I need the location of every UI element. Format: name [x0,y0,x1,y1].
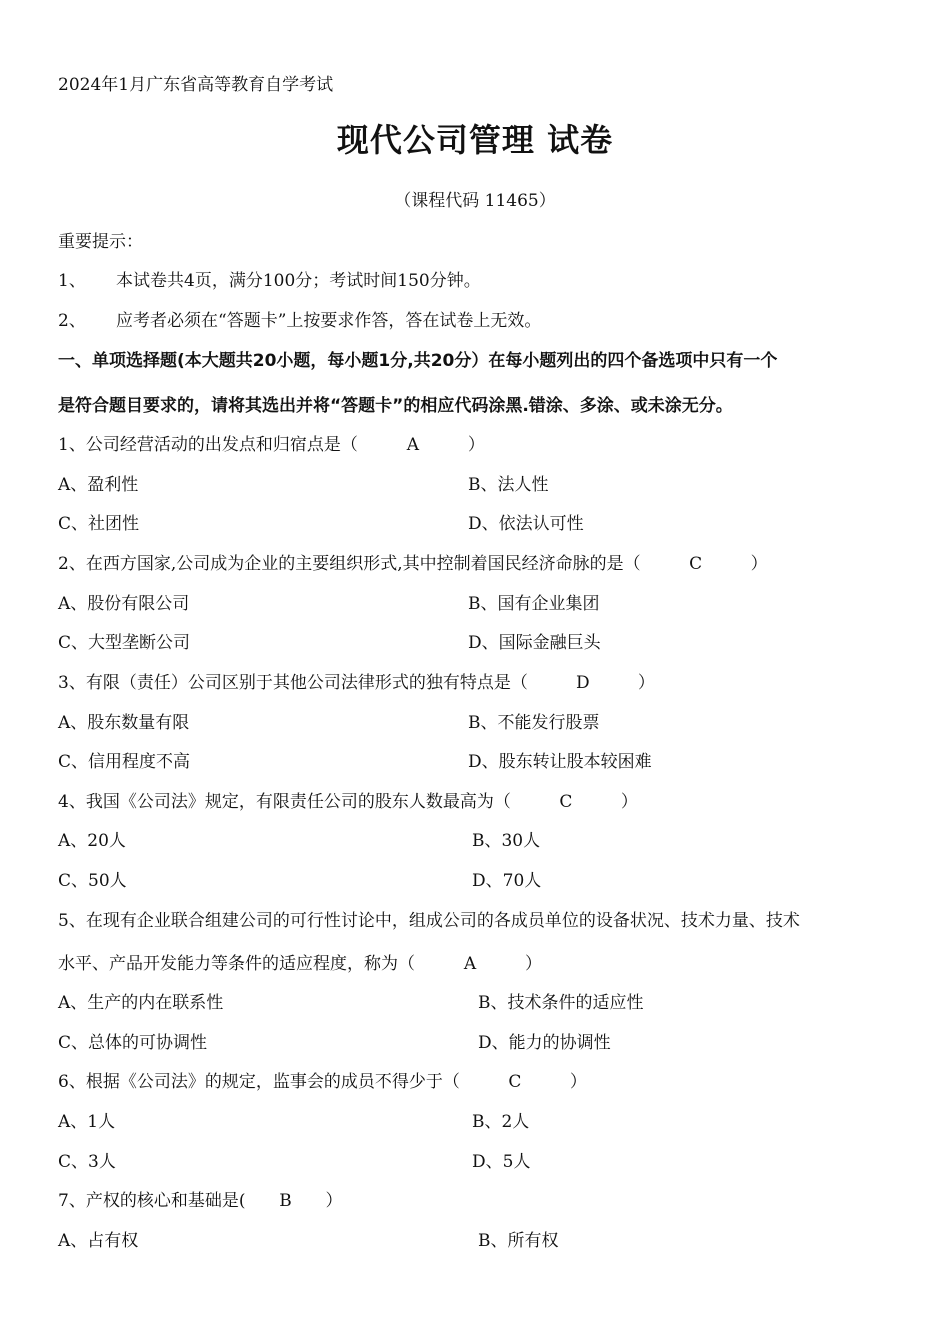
exam-header: 2024年1月广东省高等教育自学考试 [58,75,334,95]
option-a: A、20人 [58,831,126,851]
option-b: B、法人性 [468,475,549,495]
option-a: A、1人 [58,1112,116,1132]
option-c: C、信用程度不高 [58,752,191,772]
option-c: C、3人 [58,1152,116,1172]
answer-letter: B [279,1191,292,1211]
option-a: A、股东数量有限 [58,713,190,733]
option-d: D、5人 [472,1152,531,1172]
option-d: D、依法认可性 [468,514,584,534]
question-text: 2、在西方国家,公司成为企业的主要组织形式,其中控制着国民经济命脉的是（ [58,554,641,574]
question-text: 3、有限（责任）公司区别于其他公司法律形式的独有特点是（ [58,673,528,693]
close-paren: ） [525,954,542,974]
question-text: 1、公司经营活动的出发点和归宿点是（ [58,435,358,455]
notice-text: 本试卷共4页，满分100分；考试时间150分钟。 [116,271,481,291]
answer-letter: A [463,954,477,974]
option-c: C、社团性 [58,514,140,534]
answer-letter: C [559,792,573,812]
close-paren: ） [569,1072,587,1092]
option-a: A、占有权 [58,1231,139,1251]
question-stem [58,553,768,575]
question-stem [58,1190,342,1212]
notice-number: 2、 [58,311,86,331]
option-b: B、技术条件的适应性 [478,993,644,1013]
question-stem [58,791,638,813]
question-text: 7、产权的核心和基础是( [58,1191,246,1211]
close-paren: ） [325,1191,343,1211]
close-paren: ） [637,673,655,693]
question-text: 水平、产品开发能力等条件的适应程度，称为（ [58,954,415,974]
close-paren: ） [467,435,485,455]
course-code: （课程代码 11465） [394,191,556,211]
option-b: B、2人 [472,1112,530,1132]
page-title: 现代公司管理 试卷 [336,121,614,159]
notice-heading: 重要提示： [58,232,143,252]
option-b: B、国有企业集团 [468,594,600,614]
question-stem [58,434,485,456]
answer-letter: C [689,554,703,574]
answer-letter: A [406,435,419,455]
option-a: A、盈利性 [58,475,139,495]
option-d: D、能力的协调性 [478,1033,611,1053]
option-a: A、生产的内在联系性 [58,993,224,1013]
option-a: A、股份有限公司 [58,594,190,614]
answer-letter: D [576,673,590,693]
option-d: D、国际金融巨头 [468,633,601,653]
close-paren: ） [620,792,638,812]
close-paren: ） [750,554,768,574]
question-text: 6、根据《公司法》的规定，监事会的成员不得少于（ [58,1072,460,1092]
option-c: C、大型垄断公司 [58,633,191,653]
section-heading: 一、单项选择题(本大题共20小题，每小题1分,共20分）在每小题列出的四个备选项中只有一个 [58,351,778,371]
question-stem: 5、在现有企业联合组建公司的可行性讨论中，组成公司的各成员单位的设备状况、技术力量、技术 [58,911,800,931]
option-b: B、所有权 [478,1231,559,1251]
notice-item [58,310,541,332]
option-b: B、30人 [472,831,541,851]
option-c: C、50人 [58,871,127,891]
answer-letter: C [508,1072,522,1092]
notice-text: 应考者必须在“答题卡”上按要求作答，答在试卷上无效。 [116,311,542,331]
notice-item [58,270,481,292]
question-stem [58,1071,587,1093]
question-text: 4、我国《公司法》规定，有限责任公司的股东人数最高为（ [58,792,511,812]
question-stem-continued [58,953,542,975]
option-d: D、70人 [472,871,542,891]
option-b: B、不能发行股票 [468,713,600,733]
option-d: D、股东转让股本较困难 [468,752,652,772]
question-stem [58,672,655,694]
notice-number: 1、 [58,271,86,291]
section-instructions: 是符合题目要求的，请将其选出并将“答题卡”的相应代码涂黑.错涂、多涂、或未涂无分。 [58,396,733,416]
option-c: C、总体的可协调性 [58,1033,208,1053]
